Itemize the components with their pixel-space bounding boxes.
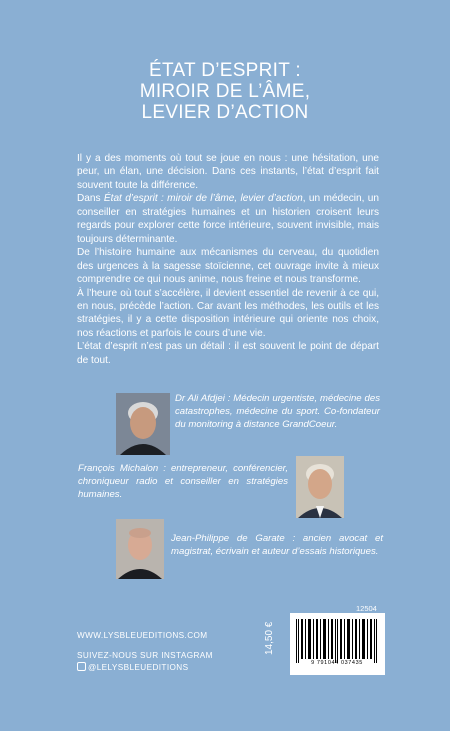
book-title [0,60,450,123]
title-line: MIROIR DE L’ÂME, [139,81,311,102]
blurb-paragraph: Dans État d’esprit : miroir de l’âme, levier d’action, un médecin, un conseiller en stratégies humaines et un historien croisent leurs regards pour explorer cette force intérieure, souvent invisible, mais toujours déterminante. [77,193,379,245]
author-bio-garate: Jean-Philippe de Garate : ancien avocat et magistrat, écrivain et auteur d’essais historiques. [171,533,383,558]
title-line: LEVIER D’ACTION [141,102,309,123]
blurb-paragraph: À l’heure où tout s’accélère, il devient essentiel de revenir à ce qui, en nous, précède l’action. Car avant les méthodes, les outils et les stratégies, il y a cette disposition intérieure qui oriente nos choix, nos réactions et parfois le cours d’une vie. [77,287,379,339]
follow-label: SUIVEZ-NOUS SUR INSTAGRAM [77,651,213,660]
book-title-italic: État d’esprit : miroir de l’âme, levier d’action [103,193,303,205]
price: 14,50 € [264,621,275,655]
author-photo-garate [116,519,164,579]
instagram-icon [77,662,86,671]
barcode-digits: 9 791044 037435 [311,660,363,666]
author-bio-michalon: François Michalon : entrepreneur, conférencier, chroniqueur radio et conseiller en stratégies humaines. [78,463,288,501]
publisher-website[interactable]: WWW.LYSBLEUEDITIONS.COM [77,631,208,640]
blurb-paragraph: Il y a des moments où tout se joue en nous : une hésitation, une peur, un élan, une décision. Dans ces instants, l’état d’esprit fait souvent toute la différence. [77,153,379,191]
author-bio-afdjei: Dr Ali Afdjei : Médecin urgentiste, médecine des catastrophes, médecine du sport. Co-fondateur du monitoring à distance GrandCoeur. [175,393,380,431]
blurb [77,152,379,367]
author-photo-afdjei [116,393,170,455]
instagram-handle[interactable]: @LELYSBLEUEDITIONS [77,662,188,672]
title-line: ÉTAT D’ESPRIT : [149,60,301,81]
blurb-paragraph: L’état d’esprit n’est pas un détail : il est souvent le point de départ de tout. [77,341,379,366]
blurb-paragraph: De l’histoire humaine aux mécanismes du cerveau, du quotidien des urgences à la sagesse stoïcienne, cet ouvrage invite à mieux comprendre ce qui nous anime, nous freine et nous transforme. [77,247,379,286]
product-code: 12504 [356,604,377,613]
author-photo-michalon [296,456,344,518]
